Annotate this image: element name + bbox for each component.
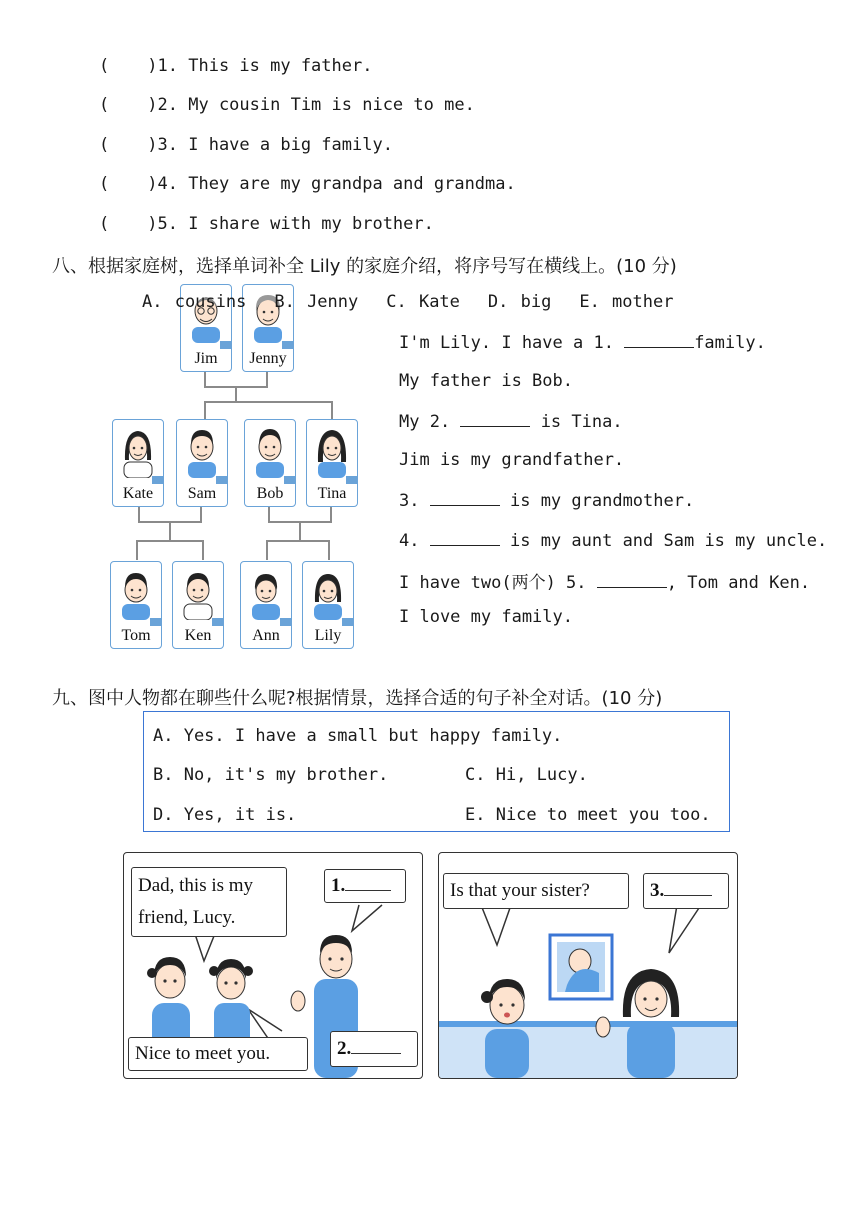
option-c: C. Hi, Lucy. bbox=[465, 765, 588, 785]
speech-bubble-dad-intro: Dad, this is my friend, Lucy. bbox=[131, 867, 287, 937]
comic-panel-2 bbox=[438, 852, 738, 1079]
tree-line bbox=[266, 540, 330, 542]
speech-bubble-3: 3. bbox=[643, 873, 729, 909]
tree-name: Lily bbox=[314, 627, 342, 644]
answer-blank-1[interactable] bbox=[624, 331, 694, 348]
tree-line bbox=[268, 507, 270, 521]
section8-heading: 八、根据家庭树，选择单词补全 Lily 的家庭介绍，将序号写在横线上。(10 分) bbox=[52, 256, 677, 277]
answer-blank-4[interactable] bbox=[430, 529, 500, 546]
answer-blank-dialog-2[interactable] bbox=[351, 1041, 401, 1054]
passage-line-8: I love my family. bbox=[399, 607, 573, 627]
tree-line bbox=[169, 521, 171, 541]
section8-options: A. cousins B. Jenny C. Kate D. big E. mother bbox=[142, 292, 674, 312]
answer-blank-3[interactable] bbox=[430, 489, 500, 506]
tree-line bbox=[136, 540, 204, 542]
tree-line bbox=[204, 401, 332, 403]
passage-line-7: I have two(两个) 5. , Tom and Ken. bbox=[399, 573, 811, 593]
tree-card-bob bbox=[244, 419, 296, 507]
tree-card-tina bbox=[306, 419, 358, 507]
answer-blank-2[interactable] bbox=[460, 410, 530, 427]
tree-line bbox=[138, 507, 140, 521]
option-a: A. Yes. I have a small but happy family. bbox=[153, 726, 563, 746]
boy-portrait-icon bbox=[181, 568, 215, 620]
passage-line-1: I'm Lily. I have a 1. family. bbox=[399, 333, 766, 353]
item-4: ( )4. They are my grandpa and grandma. bbox=[99, 174, 516, 194]
tree-name: Jim bbox=[194, 350, 218, 367]
section9-heading: 九、图中人物都在聊些什么呢?根据情景，选择合适的句子补全对话。(10 分) bbox=[52, 688, 663, 709]
tree-line bbox=[204, 401, 206, 419]
boy-portrait-icon bbox=[119, 568, 153, 620]
passage-line-5: 3. is my grandmother. bbox=[399, 491, 695, 511]
tree-line bbox=[331, 401, 333, 419]
tree-card-sam bbox=[176, 419, 228, 507]
tree-card-kate bbox=[112, 419, 164, 507]
item-5: ( )5. I share with my brother. bbox=[99, 214, 434, 234]
tree-name: Jenny bbox=[249, 350, 287, 367]
tree-name: Bob bbox=[256, 485, 284, 502]
section9-options-box bbox=[143, 711, 730, 832]
comic-panel-1 bbox=[123, 852, 423, 1079]
tree-card-tom bbox=[110, 561, 162, 649]
tree-name: Tom bbox=[121, 627, 151, 644]
answer-blank-dialog-1[interactable] bbox=[345, 878, 391, 891]
tree-card-ken bbox=[172, 561, 224, 649]
tree-line bbox=[330, 507, 332, 521]
item-2: ( )2. My cousin Tim is nice to me. bbox=[99, 95, 475, 115]
speech-bubble-2: 2. bbox=[330, 1031, 418, 1067]
option-b: B. No, it's my brother. bbox=[153, 765, 389, 785]
woman-portrait-icon bbox=[121, 426, 155, 478]
speech-bubble-nice: Nice to meet you. bbox=[128, 1037, 308, 1071]
tree-line bbox=[266, 372, 268, 386]
passage-line-2: My father is Bob. bbox=[399, 371, 573, 391]
tree-name: Tina bbox=[317, 485, 347, 502]
tree-name: Ken bbox=[184, 627, 212, 644]
tree-card-ann bbox=[240, 561, 292, 649]
passage-line-3: My 2. is Tina. bbox=[399, 412, 623, 432]
girl-portrait-icon bbox=[249, 568, 283, 620]
girl-portrait-icon bbox=[311, 568, 345, 620]
tree-line bbox=[200, 507, 202, 521]
tree-line bbox=[266, 540, 268, 560]
woman-portrait-icon bbox=[315, 426, 349, 478]
tree-name: Kate bbox=[122, 485, 154, 502]
tree-line bbox=[136, 540, 138, 560]
passage-line-4: Jim is my grandfather. bbox=[399, 450, 625, 470]
item-1: ( )1. This is my father. bbox=[99, 56, 373, 76]
option-e: E. Nice to meet you too. bbox=[465, 805, 711, 825]
tree-line bbox=[328, 540, 330, 560]
tree-line bbox=[299, 521, 301, 541]
tree-line bbox=[235, 386, 237, 402]
item-3: ( )3. I have a big family. bbox=[99, 135, 393, 155]
passage-line-6: 4. is my aunt and Sam is my uncle. bbox=[399, 531, 828, 551]
man-portrait-icon bbox=[253, 426, 287, 478]
answer-blank-5[interactable] bbox=[597, 571, 667, 588]
answer-blank-dialog-3[interactable] bbox=[664, 883, 712, 896]
tree-card-lily bbox=[302, 561, 354, 649]
speech-bubble-sister: Is that your sister? bbox=[443, 873, 629, 909]
option-d: D. Yes, it is. bbox=[153, 805, 297, 825]
speech-bubble-1: 1. bbox=[324, 869, 406, 903]
tree-name: Sam bbox=[187, 485, 217, 502]
tree-line bbox=[202, 540, 204, 560]
tree-name: Ann bbox=[252, 627, 280, 644]
tree-line bbox=[204, 372, 206, 386]
man-portrait-icon bbox=[185, 426, 219, 478]
